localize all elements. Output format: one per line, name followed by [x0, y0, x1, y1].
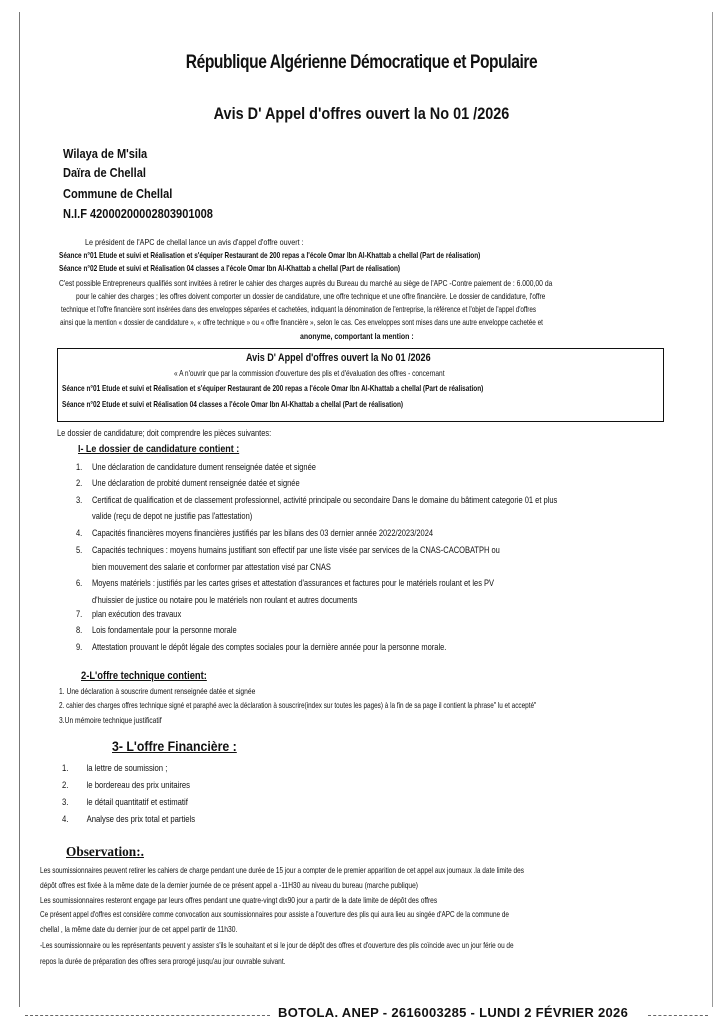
dossier-item-text: Moyens matériels : justifiés par les cartes grises et attestation d'assurances et factures pour le matériels roulant et les PV — [92, 577, 495, 588]
box-seance-1: Séance n°01 Etude et suivi et Réalisation et s'équiper Restaurant de 200 repas a l'école Omar Ibn Al-Khattab a chellal (Part de réalisation) — [62, 384, 484, 393]
dossier-item — [76, 577, 494, 588]
financiere-item-text: Analyse des prix total et partiels — [86, 813, 196, 824]
observation-line: -Les soumissionnaire ou les représentants peuvent y assister s'ils le souhaitant et si le jour de dépôt des offres et d'ouverture des plis coïncide avec un jour férie ou de — [40, 941, 514, 950]
dossier-item — [76, 624, 237, 635]
right-border — [712, 12, 713, 1007]
intro-line: Le président de l'APC de chellal lance un avis d'appel d'offre ouvert : — [85, 238, 304, 247]
bottom-divider-right — [648, 1015, 708, 1016]
wilaya-label: Wilaya de M'sila — [63, 146, 148, 161]
dossier-item — [76, 561, 331, 572]
left-border — [19, 12, 20, 1007]
box-title: Avis D' Appel d'offres ouvert la No 01 /2026 — [246, 352, 431, 364]
dossier-item-text: Une déclaration de candidature dument renseignée datée et signée — [92, 461, 316, 472]
intro-paragraph-line: technique et l'offre financière sont insérées dans des enveloppes séparées et cachetées, indiquant la dénomination de l'entreprise, la référence et l'objet de l'appel d'offres — [61, 305, 537, 314]
dossier-item — [76, 641, 446, 652]
dossier-item-text: Attestation prouvant le dépôt légale des comptes sociales pour la dernière année pour la personne morale. — [92, 641, 447, 652]
dossier-item-text: valide (reçu de depot ne justifie pas l'attestation) — [92, 510, 253, 521]
dossier-item — [76, 544, 500, 555]
observation-title: Observation:. — [66, 845, 144, 860]
intro-paragraph-line: ainsi que la mention « dossier de candidature », « offre technique » ou « offre financière », selon le cas. Ces enveloppes sont mises dans une autre enveloppe cachetée et — [60, 318, 543, 327]
intro-seance-1: Séance n°01 Etude et suivi et Réalisation et s'équiper Restaurant de 200 repas a l'école Omar Ibn Al-Khattab a chellal (Part de réalisation) — [59, 251, 481, 260]
dossier-item-text: d'huissier de justice ou notaire pou le matériels non roulant et autres documents — [92, 594, 358, 605]
publication-footer: BOTOLA. ANEP - 2616003285 - LUNDI 2 FÉVRIER 2026 — [278, 1005, 629, 1020]
dossier-item-text: plan exécution des travaux — [92, 608, 182, 619]
daira-label: Daïra de Chellal — [63, 165, 146, 180]
financiere-item-text: le bordereau des prix unitaires — [86, 779, 191, 790]
dossier-item-text: Capacités techniques : moyens humains justifiant son effectif par une liste visée par services de la CNAS-CACOBATPH ou — [92, 544, 500, 555]
observation-line: Les soumissionnaires resteront engage par leurs offres pendant une quatre-vingt dix90 jour a partir de la date limite de dépôt des offres — [40, 896, 438, 905]
financiere-item-number: 1. — [62, 762, 69, 773]
dossier-item-number: 7. — [76, 608, 83, 619]
financiere-item — [62, 779, 190, 790]
dossier-item — [76, 594, 357, 605]
intro-paragraph-line: C'est possible Entrepreneurs qualifiés sont invitées à retirer le cahier des charges auprès du Bureau du marché au siège de l'APC -Contre paiement de : 6.000,00 da — [59, 279, 553, 288]
intro-paragraph-line: anonyme, comportant la mention : — [300, 332, 414, 341]
dossier-item — [76, 510, 252, 521]
financiere-item-text: la lettre de soumission ; — [86, 762, 168, 773]
dossier-item-text: Lois fondamentale pour la personne morale — [92, 624, 237, 635]
dossier-item-text: Certificat de qualification et de classement professionnel, activité principale ou secondaire Dans le domaine du bâtiment categorie 01 et plus — [92, 494, 558, 505]
technique-item: 2. cahier des charges offres technique signé et paraphé avec la déclaration à souscrire(index sur toutes les pages) à la fin de sa page il contient la phrase" lu et accepté" — [59, 701, 537, 710]
observation-line: Ce présent appel d'offres est considère comme convocation aux soumissionnaires pour assiste a l'ouverture des plis qui aura lieu au singée d'APC de la commune de — [40, 910, 509, 919]
dossier-item-number: 8. — [76, 624, 83, 635]
financiere-item — [62, 762, 167, 773]
dossier-item — [76, 494, 557, 505]
notice-subtitle: Avis D' Appel d'offres ouvert la No 01 /2026 — [213, 104, 510, 123]
dossier-title: I- Le dossier de candidature contient : — [78, 443, 240, 455]
dossier-item — [76, 527, 433, 538]
dossier-item-number: 2. — [76, 477, 83, 488]
observation-line: dépôt offres est fixée à la même date de la dernier journée de ce présent appel a -11H30 au niveau du bureau (marche publique) — [40, 881, 419, 890]
financiere-item-text: le détail quantitatif et estimatif — [86, 796, 188, 807]
dossier-item-number: 4. — [76, 527, 83, 538]
dossier-item-text: bien mouvement des salarie et conformer par attestation visé par CNAS — [92, 561, 331, 572]
dossier-item-text: Une déclaration de probité dument renseignée datée et signée — [92, 477, 300, 488]
dossier-item — [76, 461, 316, 472]
observation-line: Les soumissionnaires peuvent retirer les cahiers de charge pendant une durée de 15 jour a compter de le premier apparition de cet appel aux journaux .la date limite des — [40, 866, 524, 875]
dossier-item-number: 1. — [76, 461, 83, 472]
dossier-item — [76, 477, 300, 488]
dossier-item-number: 9. — [76, 641, 83, 652]
intro-paragraph-line: pour le cahier des charges ; les offres doivent comporter un dossier de candidature, une offre technique et une offre financière. Le dossier de candidature, l'offre — [76, 292, 546, 301]
financiere-item-number: 4. — [62, 813, 69, 824]
observation-line: chellal , la même date du dernier jour de cet appel partir de 11h30. — [40, 925, 238, 934]
page-title: République Algérienne Démocratique et Populaire — [185, 52, 538, 73]
dossier-item-number: 6. — [76, 577, 83, 588]
financiere-item-number: 2. — [62, 779, 69, 790]
financiere-item — [62, 796, 188, 807]
observation-line: repos la durée de préparation des offres sera prorogé jusqu'au jour ouvrable suivant. — [40, 957, 286, 966]
technique-title: 2-L'offre technique contient: — [81, 670, 207, 682]
technique-item: 3.Un mémoire technique justificatif — [59, 716, 162, 725]
intro-seance-2: Séance n°02 Etude et suivi et Réalisation 04 classes a l'école Omar Ibn Al-Khattab a chellal (Part de réalisation) — [59, 264, 401, 273]
dossier-item-number: 5. — [76, 544, 83, 555]
nif-label: N.I.F 42000200002803901008 — [63, 206, 213, 221]
technique-item: 1. Une déclaration à souscrire dument renseignée datée et signée — [59, 687, 256, 696]
financiere-title: 3- L'offre Financière : — [112, 738, 237, 754]
dossier-item-text: Capacités financières moyens financières justifiés par les bilans des 03 dernier année 2022/2023/2024 — [92, 527, 434, 538]
dossier-intro: Le dossier de candidature; doit comprendre les pièces suivantes: — [57, 428, 272, 438]
dossier-item — [76, 608, 181, 619]
dossier-item-number: 3. — [76, 494, 83, 505]
box-instruction: « A n'ouvrir que par la commission d'ouverture des plis et d'évaluation des offres - concernant — [174, 369, 445, 378]
financiere-item-number: 3. — [62, 796, 69, 807]
commune-label: Commune de Chellal — [63, 186, 173, 201]
box-seance-2: Séance n°02 Etude et suivi et Réalisation 04 classes a l'école Omar Ibn Al-Khattab a chellal (Part de réalisation) — [62, 400, 404, 409]
financiere-item — [62, 813, 195, 824]
bottom-divider-left — [25, 1015, 270, 1016]
